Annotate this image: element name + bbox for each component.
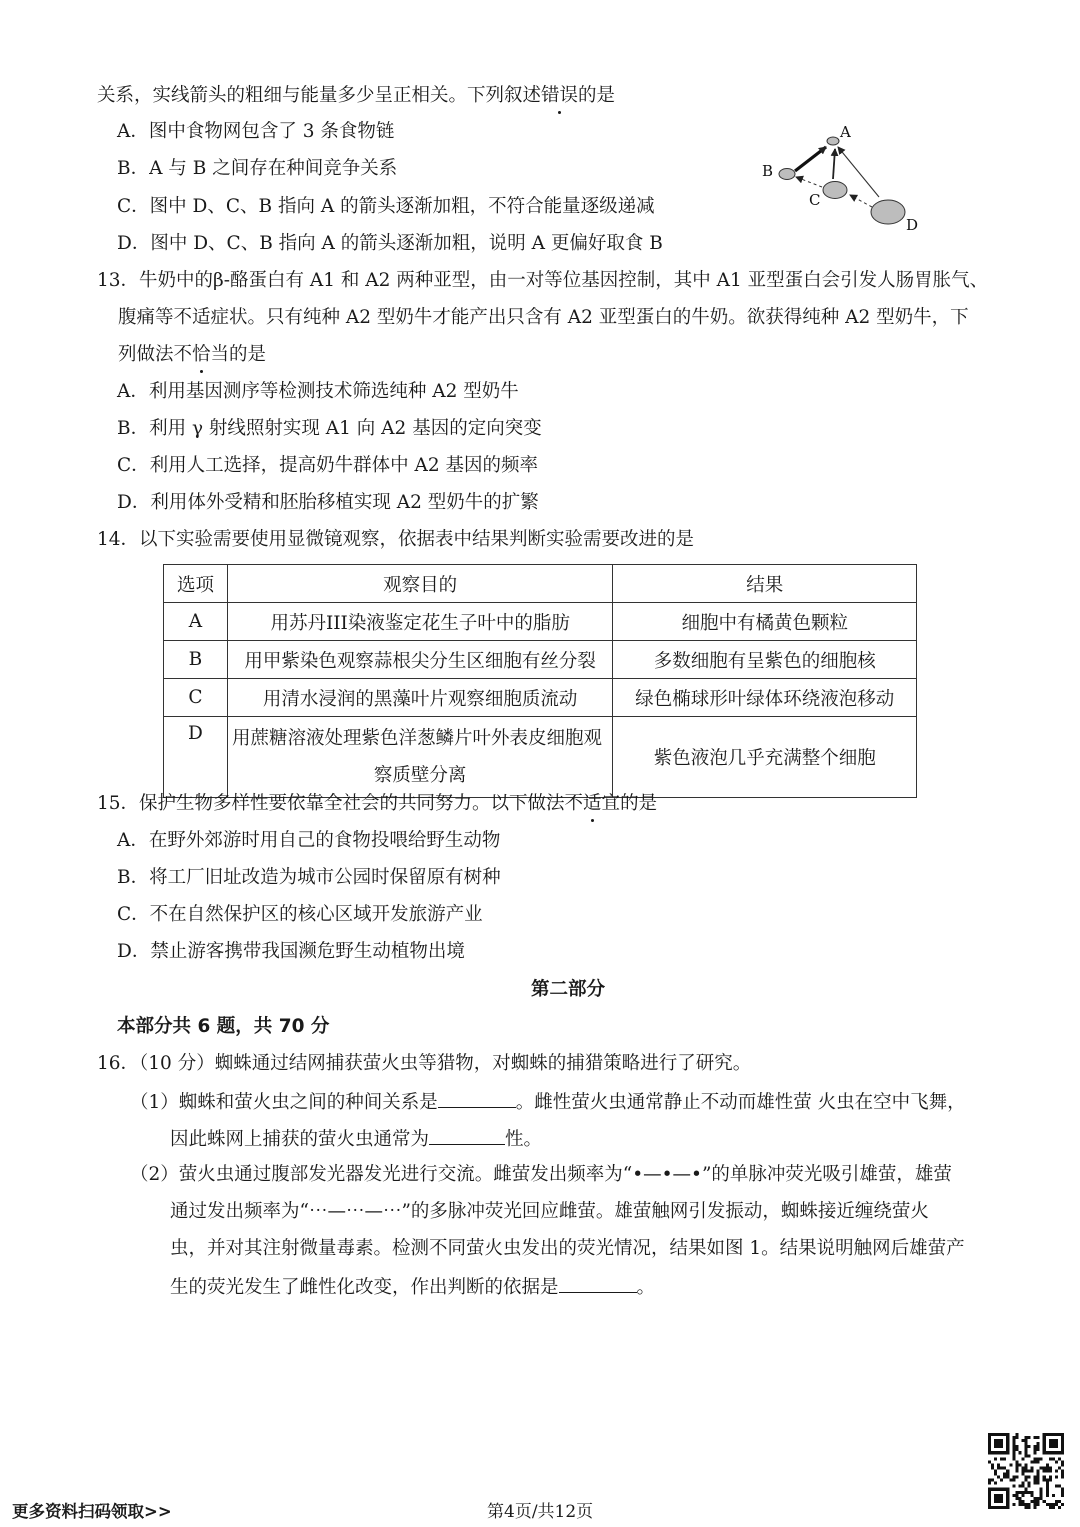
answer-blank[interactable]: [438, 1089, 516, 1108]
q12-option-c: C．图中 D、C、B 指向 A 的箭头逐渐加粗，不符合能量逐级递减: [117, 196, 655, 217]
row-purpose: 用苏丹III染液鉴定花生子叶中的脂肪: [227, 603, 612, 641]
table-row: [164, 641, 917, 679]
footer-promo[interactable]: 更多资料扫码领取>>: [12, 1502, 172, 1521]
q12-stem: 关系，实线箭头的粗细与能量多少呈正相关。下列叙述错误的是: [97, 85, 616, 106]
table-row: [164, 717, 917, 798]
header-purpose: 观察目的: [227, 565, 612, 603]
q13-option-b: B．利用 γ 射线照射实现 A1 向 A2 基因的定向突变: [117, 418, 542, 439]
q13-emphasis: 不恰当: [173, 344, 230, 365]
row-option: D: [164, 717, 228, 798]
q16-part2-line2: 通过发出频率为“⋯—⋯—⋯”的多脉冲荧光回应雌萤。雄萤触网引发振动，蜘蛛接近缠绕萤火: [170, 1201, 929, 1222]
node-c: [823, 182, 847, 199]
row-purpose: 用甲紫染色观察蒜根尖分生区细胞有丝分裂: [227, 641, 612, 679]
q13-stem-line2: 腹痛等不适症状。只有纯种 A2 型奶牛才能产出只含有 A2 亚型蛋白的牛奶。欲获得纯种 A2 型奶牛，下: [118, 307, 969, 328]
node-c-label: C: [809, 191, 821, 209]
node-a: [827, 137, 839, 145]
q15-option-b: B．将工厂旧址改造为城市公园时保留原有树种: [117, 867, 501, 888]
row-result: 绿色椭球形叶绿体环绕液泡移动: [613, 679, 917, 717]
row-option: C: [164, 679, 228, 717]
answer-blank[interactable]: [429, 1126, 505, 1145]
node-a-label: A: [840, 123, 851, 141]
part2-title: 第二部分: [530, 979, 605, 1000]
q16-part2-line4: 生的荧光发生了雌性化改变，作出判断的依据是 。: [170, 1274, 655, 1300]
q15-option-a: A．在野外郊游时用自己的食物投喂给野生动物: [117, 830, 501, 851]
q12-stem-emphasis: 错误: [541, 85, 579, 106]
row-result: 紫色液泡几乎充满整个细胞: [613, 717, 917, 798]
q16-part2-line1: （2）萤火虫通过腹部发光器发光进行交流。雌萤发出频率为“•—•—•”的单脉冲荧光吸引雄萤，雄萤: [130, 1164, 952, 1185]
header-option: 选项: [164, 565, 228, 603]
arrow-b-to-a: [795, 147, 826, 171]
q12-option-a: A．图中食物网包含了 3 条食物链: [117, 121, 395, 142]
arrow-d-to-c: [850, 195, 872, 207]
row-purpose: 用蔗糖溶液处理紫色洋葱鳞片叶外表皮细胞观 察质壁分离: [227, 717, 612, 798]
q13-stem-line1: 13．牛奶中的β-酪蛋白有 A1 和 A2 两种亚型，由一对等位基因控制，其中 A1 亚型蛋白会引发人肠胃胀气、: [97, 270, 989, 291]
arrow-c-to-a: [833, 149, 835, 179]
q16-part1-line2: 因此蛛网上捕获的萤火虫通常为 性。: [170, 1126, 542, 1152]
qr-code-icon[interactable]: [988, 1433, 1064, 1509]
row-result: 多数细胞有呈紫色的细胞核: [613, 641, 917, 679]
q15-stem: 15．保护生物多样性要依靠全社会的共同努力。以下做法不适宜的是: [97, 793, 658, 814]
row-purpose: 用清水浸润的黑藻叶片观察细胞质流动: [227, 679, 612, 717]
header-result: 结果: [613, 565, 917, 603]
q13-option-a: A．利用基因测序等检测技术筛选纯种 A2 型奶牛: [117, 381, 519, 402]
q13-stem-line3: 列做法不恰当的是: [118, 344, 267, 365]
q14-table: [163, 564, 917, 798]
q14-stem: 14．以下实验需要使用显微镜观察，依据表中结果判断实验需要改进的是: [97, 529, 695, 550]
q12-option-b: B．A 与 B 之间存在种间竞争关系: [117, 158, 398, 179]
page-number: 第4页/共12页: [487, 1502, 594, 1522]
q12-option-d: D．图中 D、C、B 指向 A 的箭头逐渐加粗，说明 A 更偏好取食 B: [117, 233, 663, 254]
row-option: A: [164, 603, 228, 641]
row-result: 细胞中有橘黄色颗粒: [613, 603, 917, 641]
q15-emphasis: 不适宜: [564, 793, 621, 814]
table-row: [164, 603, 917, 641]
q16-part1-line1: （1）蜘蛛和萤火虫之间的种间关系是 。雌性萤火虫通常静止不动而雄性萤 火虫在空中飞舞，: [130, 1089, 966, 1115]
q15-option-c: C．不在自然保护区的核心区域开发旅游产业: [117, 904, 483, 925]
q16-stem: 16．（10 分）蜘蛛通过结网捕获萤火虫等猎物，对蜘蛛的捕猎策略进行了研究。: [97, 1053, 752, 1074]
q13-option-d: D．利用体外受精和胚胎移植实现 A2 型奶牛的扩繁: [117, 492, 539, 513]
table-header-row: [164, 565, 917, 603]
part2-intro: 本部分共 6 题，共 70 分: [117, 1016, 330, 1037]
food-web-diagram: [750, 115, 930, 240]
q16-part2-line3: 虫，并对其注射微量毒素。检测不同萤火虫发出的荧光情况，结果如图 1。结果说明触网后雄萤产: [170, 1238, 965, 1259]
q15-option-d: D．禁止游客携带我国濒危野生动植物出境: [117, 941, 465, 962]
node-d: [871, 200, 905, 224]
arrow-c-to-b: [796, 177, 822, 187]
q13-option-c: C．利用人工选择，提高奶牛群体中 A2 基因的频率: [117, 455, 539, 476]
table-row: [164, 679, 917, 717]
node-d-label: D: [906, 216, 919, 234]
node-b: [779, 169, 795, 180]
node-b-label: B: [762, 162, 774, 180]
row-option: B: [164, 641, 228, 679]
answer-blank[interactable]: [559, 1274, 637, 1293]
